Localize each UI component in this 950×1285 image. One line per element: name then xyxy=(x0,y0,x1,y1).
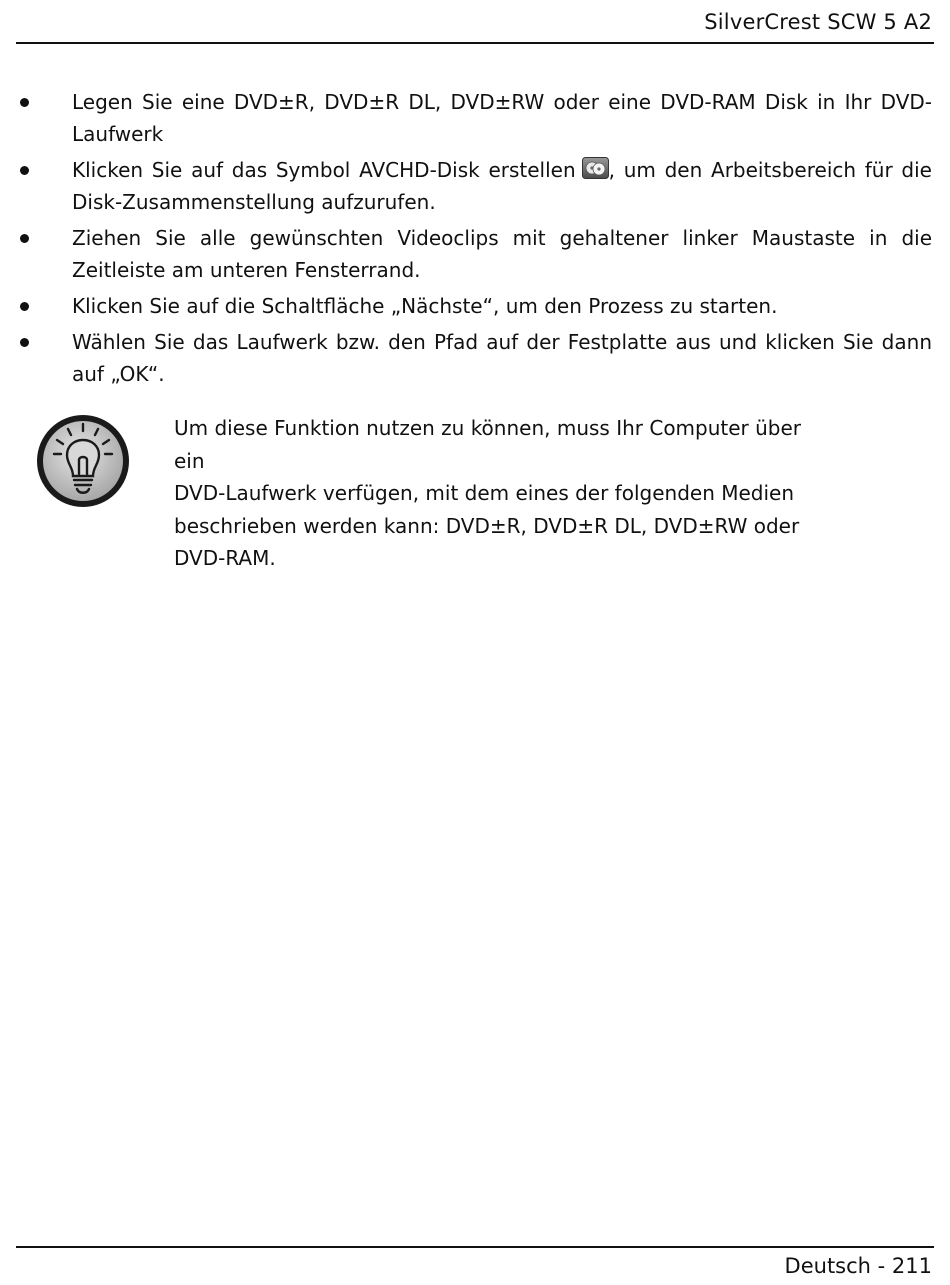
instruction-list xyxy=(20,86,932,394)
list-item-text: Wählen Sie das Laufwerk bzw. den Pfad auf der Festplatte aus und klicken Sie dann auf „OK“. xyxy=(72,330,932,386)
tip-text xyxy=(174,412,834,575)
tip-box xyxy=(34,412,934,570)
bullet-icon xyxy=(20,234,29,243)
list-item-text-before-icon: Klicken Sie auf das Symbol AVCHD-Disk erstellen xyxy=(72,158,576,182)
bullet-icon xyxy=(20,166,29,175)
list-item-text-after-icon: , um den Arbeitsbereich für die Disk-Zusammenstellung aufzurufen. xyxy=(72,158,932,214)
list-item xyxy=(20,222,932,286)
header-divider xyxy=(16,42,934,44)
avchd-disk-icon xyxy=(582,156,609,178)
tip-line: beschrieben werden kann: DVD±R, DVD±R DL, DVD±RW oder xyxy=(174,513,800,538)
footer-divider xyxy=(16,1246,934,1248)
bullet-icon xyxy=(20,302,29,311)
list-item-text: Klicken Sie auf die Schaltfläche „Nächste“, um den Prozess zu starten. xyxy=(72,294,778,318)
page-number: Deutsch - 211 xyxy=(784,1254,932,1278)
tip-line: DVD-RAM. xyxy=(174,546,276,570)
header-title: SilverCrest SCW 5 A2 xyxy=(704,10,932,34)
lightbulb-icon xyxy=(34,412,132,510)
bullet-icon xyxy=(20,98,29,107)
list-item xyxy=(20,86,932,150)
tip-line: DVD-Laufwerk verfügen, mit dem eines der folgenden Medien xyxy=(174,481,795,505)
tip-line: Um diese Funktion nutzen zu können, muss Ihr Computer über ein xyxy=(174,416,802,473)
list-item xyxy=(20,290,932,322)
list-item-text: Ziehen Sie alle gewünschten Videoclips mit gehaltener linker Maustaste in die Zeitleiste am unteren Fensterrand. xyxy=(72,226,932,282)
bullet-icon xyxy=(20,338,29,347)
list-item xyxy=(20,154,932,218)
list-item-text: Legen Sie eine DVD±R, DVD±R DL, DVD±RW oder eine DVD-RAM Disk in Ihr DVD-Laufwerk xyxy=(72,90,932,146)
list-item xyxy=(20,326,932,390)
list-item-text xyxy=(72,154,932,218)
